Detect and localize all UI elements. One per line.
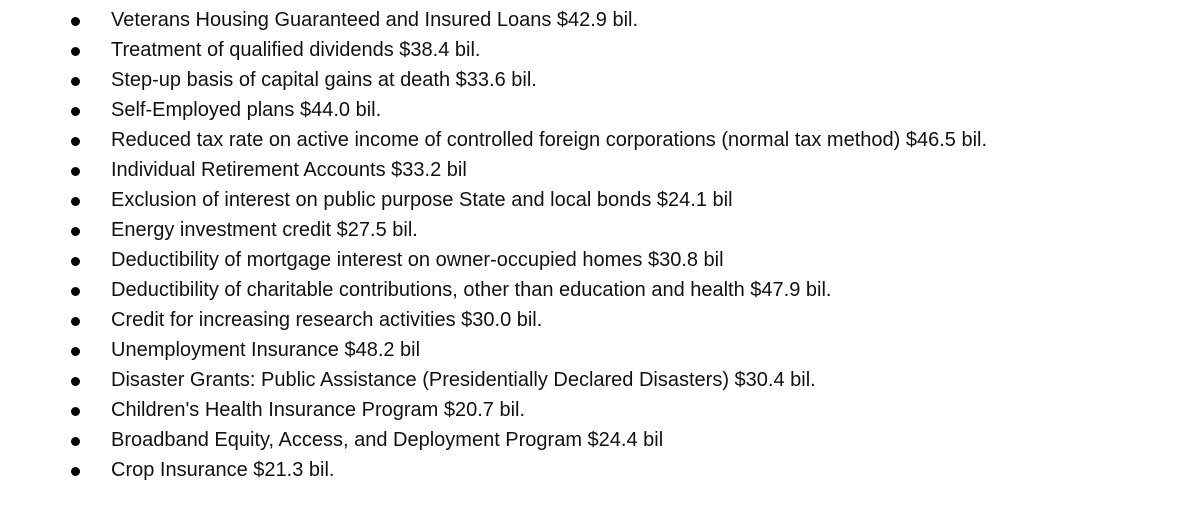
list-item-text: Disaster Grants: Public Assistance (Presidentially Declared Disasters) $30.4 bil. [111,369,816,391]
list-item [0,125,1076,155]
document-body [0,5,1200,485]
list-item-text: Exclusion of interest on public purpose State and local bonds $24.1 bil [111,189,733,211]
list-item-text: Unemployment Insurance $48.2 bil [111,339,421,361]
bullet-icon [71,137,80,146]
bullet-icon [71,107,80,116]
list-item-text: Crop Insurance $21.3 bil. [111,459,335,481]
bullet-icon [71,77,80,86]
bullet-icon [71,287,80,296]
bullet-icon [71,167,80,176]
list-item-text: Children's Health Insurance Program $20.7 bil. [111,399,526,421]
bullet-icon [71,47,80,56]
list-item [0,5,1076,35]
list-item [0,245,1076,275]
list-item [0,185,1076,215]
list-item-text: Credit for increasing research activities $30.0 bil. [111,309,543,331]
list-item [0,35,1076,65]
bulleted-list [0,5,1200,485]
list-item [0,395,1076,425]
bullet-icon [71,407,80,416]
list-item [0,335,1076,365]
list-item [0,275,1076,305]
list-item [0,95,1076,125]
list-item-text: Broadband Equity, Access, and Deployment Program $24.4 bil [111,429,664,451]
bullet-icon [71,17,80,26]
list-item [0,305,1076,335]
list-item-text: Treatment of qualified dividends $38.4 bil. [111,39,481,61]
list-item-text: Reduced tax rate on active income of controlled foreign corporations (normal tax method) $46.5 bil. [111,129,988,151]
bullet-icon [71,197,80,206]
list-item [0,365,1076,395]
bullet-icon [71,377,80,386]
list-item-text: Step-up basis of capital gains at death $33.6 bil. [111,69,537,91]
list-item-text: Deductibility of mortgage interest on owner-occupied homes $30.8 bil [111,249,724,271]
bullet-icon [71,257,80,266]
list-item [0,425,1076,455]
bullet-icon [71,317,80,326]
list-item-text: Energy investment credit $27.5 bil. [111,219,418,241]
list-item [0,455,1076,485]
list-item-text: Deductibility of charitable contributions, other than education and health $47.9 bil. [111,279,832,301]
list-item-text: Veterans Housing Guaranteed and Insured Loans $42.9 bil. [111,9,639,31]
list-item [0,65,1076,95]
list-item [0,215,1076,245]
bullet-icon [71,227,80,236]
bullet-icon [71,467,80,476]
list-item [0,155,1076,185]
list-item-text: Individual Retirement Accounts $33.2 bil [111,159,467,181]
list-item-text: Self-Employed plans $44.0 bil. [111,99,382,121]
bullet-icon [71,347,80,356]
bullet-icon [71,437,80,446]
